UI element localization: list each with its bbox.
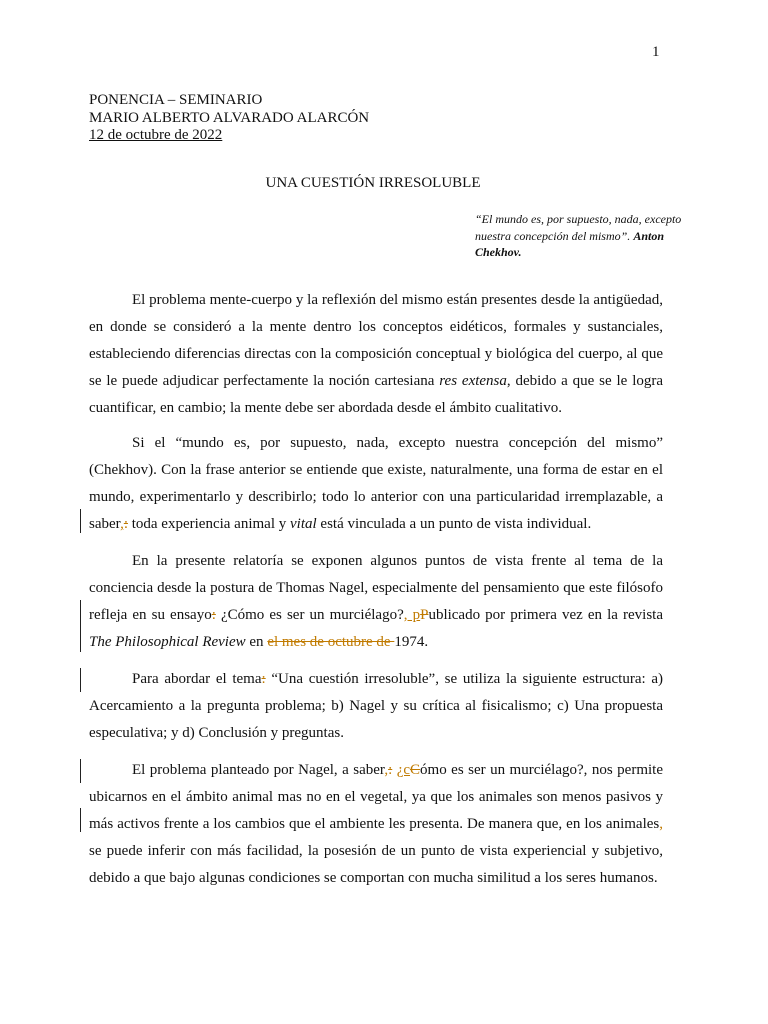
- document-header: [89, 92, 369, 145]
- epigraph: [475, 211, 685, 261]
- p5-text-d: se puede inferir con más facilidad, la posesión de un punto de vista experiencial y subjetivo, debido a que bajo algunas condiciones se comportan con mucha similitud a los seres humanos.: [89, 843, 663, 886]
- tracked-deletion: el mes de octubre de: [267, 634, 395, 650]
- p5-text-a: El problema planteado por Nagel, a saber: [132, 762, 385, 778]
- tracked-deletion: :: [211, 607, 216, 623]
- p4-text-a: Para abordar el tema: [132, 671, 262, 687]
- p1-text-b: , debido a que se le logra cuantificar, en cambio; la mente debe ser abordada desde el ámbito cualitativo.: [89, 373, 664, 416]
- paragraph-3: [89, 548, 663, 656]
- p3-text-a: En la presente relatoría se exponen algunos puntos de vista frente al tema de la conciencia desde la postura de Thomas Nagel, especialmente del pensamiento que este filósofo refleja en su ensayo: [89, 553, 663, 623]
- tracked-deletion: :: [261, 671, 266, 687]
- tracked-insertion: ,: [384, 762, 389, 778]
- change-bar: [80, 808, 81, 832]
- p1-text-a: El problema mente-cuerpo y la reflexión del mismo están presentes desde la antigüedad, en donde se consideró a la mente dentro los conceptos eidéticos, formales y sustanciales, estableciendo diferencias directas con la composición conceptual y biológica del cuerpo, al que se le puede adjudicar perfectamente la noción cartesiana: [89, 292, 663, 389]
- header-line-1: PONENCIA – SEMINARIO: [89, 92, 263, 108]
- paragraph-2: [89, 430, 663, 538]
- paragraph-1: [89, 287, 663, 422]
- tracked-insertion: ¿c: [396, 762, 411, 778]
- p5-text-c: ómo es ser un murciélago?, nos permite ubicarnos en el ámbito animal mas no en el vegetal, ya que los animales son menos pasivos y más activos frente a los cambios que el ambiente les presenta. De manera que, en los animales: [89, 762, 663, 832]
- tracked-insertion: ,: [659, 816, 663, 832]
- p4-text-b: “Una cuestión irresoluble”, se utiliza la siguiente estructura: a) Acercamiento a la pregunta problema; b) Nagel y su crítica al fisicalismo; c) Una propuesta especulativa; y d) Conclusión y preguntas.: [89, 671, 664, 741]
- p3-text-c: ublicado por primera vez en la revista: [428, 607, 664, 623]
- epigraph-author: Anton Chekhov.: [475, 228, 664, 259]
- p2-text-a: Si el “mundo es, por supuesto, nada, excepto nuestra concepción del mismo” (Chekhov). Con la frase anterior se entiende que existe, naturalmente, una forma de estar en el mundo, experimentarlo y describirlo; todo lo anterior con una particularidad irremplazable, a saber: [89, 435, 663, 532]
- page-number: 1: [652, 44, 660, 60]
- change-bar: [80, 600, 81, 652]
- p3-text-e: 1974.: [394, 634, 429, 650]
- epigraph-quote: “El mundo es, por supuesto, nada, excepto nuestra concepción del mismo”.: [475, 212, 682, 243]
- change-bar: [80, 668, 81, 692]
- paragraph-4: [89, 666, 663, 747]
- paragraph-5: [89, 757, 663, 892]
- p1-italic: res extensa: [439, 373, 507, 389]
- document-title: UNA CUESTIÓN IRRESOLUBLE: [265, 175, 481, 191]
- change-bar: [80, 759, 81, 783]
- p3-text-b: ¿Cómo es ser un murciélago?: [215, 607, 404, 623]
- p2-italic: vital: [290, 516, 317, 532]
- header-author: MARIO ALBERTO ALVARADO ALARCÓN: [89, 109, 370, 126]
- p3-italic: The Philosophical Review: [89, 634, 246, 650]
- p3-text-d: en: [245, 634, 268, 650]
- tracked-deletion: P: [420, 607, 429, 623]
- tracked-deletion: :: [123, 516, 128, 532]
- tracked-deletion: C: [410, 762, 421, 778]
- tracked-insertion: ,: [120, 516, 124, 532]
- p2-text-c: está vinculada a un punto de vista individual.: [316, 516, 592, 532]
- tracked-deletion: :: [388, 762, 393, 778]
- header-date: 12 de octubre de 2022: [89, 127, 223, 143]
- tracked-insertion: , p: [403, 607, 421, 623]
- change-bar: [80, 509, 81, 533]
- p2-text-b: toda experiencia animal y: [127, 516, 290, 532]
